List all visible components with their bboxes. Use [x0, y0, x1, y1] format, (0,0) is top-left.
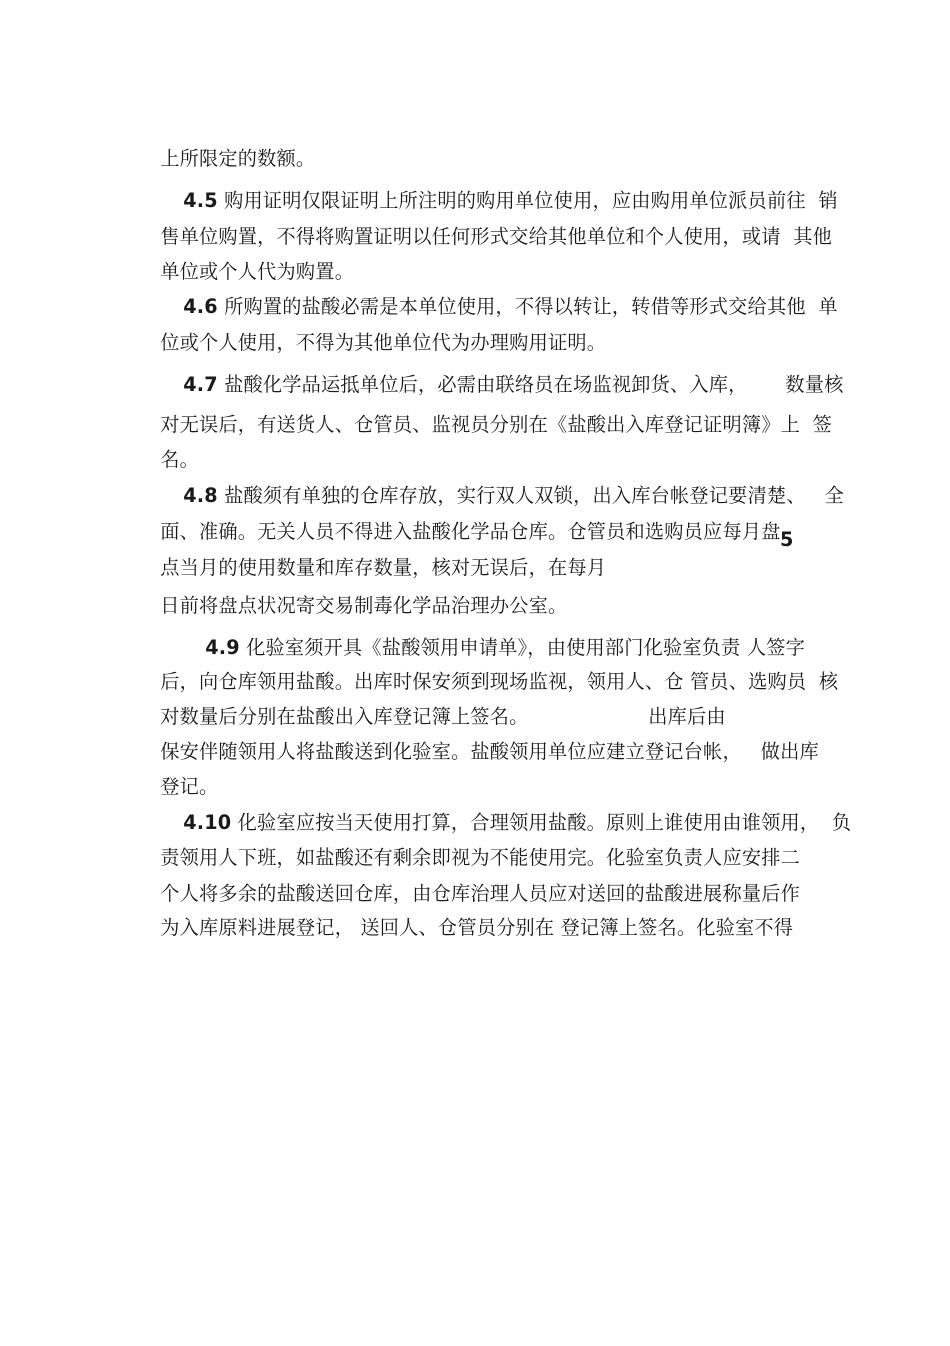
- paragraph-line: [135, 383, 832, 436]
- paragraph-line: [135, 526, 607, 579]
- paragraph-4-8: [158, 454, 845, 507]
- section-number: 4.10: [183, 811, 232, 834]
- paragraph-4-9: [180, 606, 806, 659]
- section-number: 4.8: [183, 484, 218, 507]
- line-text: 点当月的使用数量和库存数量，核对无误后，在每月: [160, 556, 607, 579]
- paragraph-line: [135, 710, 819, 763]
- line-text: 日前将盘点状况寄交易制毒化学品治理办公室。: [160, 594, 568, 617]
- line-text: 面、准确。无关人员不得进入盐酸化学品仓库。仓管员和选购员应每月盘: [160, 520, 781, 543]
- paragraph-line: [135, 852, 800, 905]
- line-text: 售单位购置，不得将购置证明以任何形式交给其他单位和个人使用，或请 其他: [160, 225, 832, 248]
- paragraph-4-5: [158, 159, 838, 212]
- section-number: 4.7: [183, 373, 218, 396]
- paragraph-line: [135, 418, 199, 471]
- paragraph-line: [135, 675, 726, 728]
- line-text: 上所限定的数额。: [160, 147, 316, 170]
- line-text: 为入库原料进展登记， 送回人、仓管员分别在 登记簿上签名。化验室不得: [160, 916, 794, 939]
- paragraph-line: [135, 195, 832, 248]
- line-text: 盐酸化学品运抵单位后，必需由联络员在场监视卸货、入库， 数量核: [217, 373, 844, 396]
- section-number: 4.9: [205, 636, 240, 659]
- paragraph-line: [135, 230, 355, 283]
- paragraph-line: [135, 640, 839, 693]
- line-text: 责领用人下班，如盐酸还有剩余即视为不能使用完。化验室负责人应安排二: [160, 846, 800, 869]
- paragraph-line: [135, 564, 568, 617]
- line-text: 所购置的盐酸必需是本单位使用，不得以转让，转借等形式交给其他 单: [217, 295, 838, 318]
- line-text: 对无误后，有送货人、仓管员、监视员分别在《盐酸出入库登记证明簿》上 签: [160, 413, 832, 436]
- section-number: 4.5: [183, 189, 218, 212]
- paragraph-4-7: [158, 343, 844, 396]
- section-number: 4.6: [183, 295, 218, 318]
- line-text: 登记。: [160, 775, 219, 798]
- paragraph-line: [135, 490, 781, 543]
- line-text: 化验室须开具《盐酸领用申请单》，由使用部门化验室负责 人签字: [239, 636, 806, 659]
- day-number: 5: [780, 528, 794, 551]
- paragraph-line: [135, 117, 316, 170]
- line-text: 名。: [160, 448, 199, 471]
- line-text: 个人将多余的盐酸送回仓库，由仓库治理人员应对送回的盐酸进展称量后作: [160, 882, 800, 905]
- paragraph-line: [135, 745, 219, 798]
- paragraph-4-6: [158, 265, 838, 318]
- line-text: 保安伴随领用人将盐酸送到化验室。盐酸领用单位应建立登记台帐， 做出库: [160, 740, 819, 763]
- line-text: 后，向仓库领用盐酸。出库时保安须到现场监视，领用人、仓 管员、选购员 核: [160, 670, 839, 693]
- line-text: 对数量后分别在盐酸出入库登记簿上签名。 出库后由: [160, 705, 726, 728]
- paragraph-line: [135, 816, 800, 869]
- line-text: 位或个人使用，不得为其他单位代为办理购用证明。: [160, 331, 607, 354]
- paragraph-4-10: [158, 781, 852, 834]
- line-text: 单位或个人代为购置。: [160, 260, 355, 283]
- line-text: 购用证明仅限证明上所注明的购用单位使用，应由购用单位派员前往 销: [217, 189, 838, 212]
- paragraph-line: [135, 301, 607, 354]
- paragraph-line: [135, 886, 794, 939]
- line-text: 盐酸须有单独的仓库存放，实行双人双锁，出入库台帐登记要清楚、 全: [217, 484, 845, 507]
- line-text: 化验室应按当天使用打算，合理领用盐酸。原则上谁使用由谁领用， 负: [231, 811, 852, 834]
